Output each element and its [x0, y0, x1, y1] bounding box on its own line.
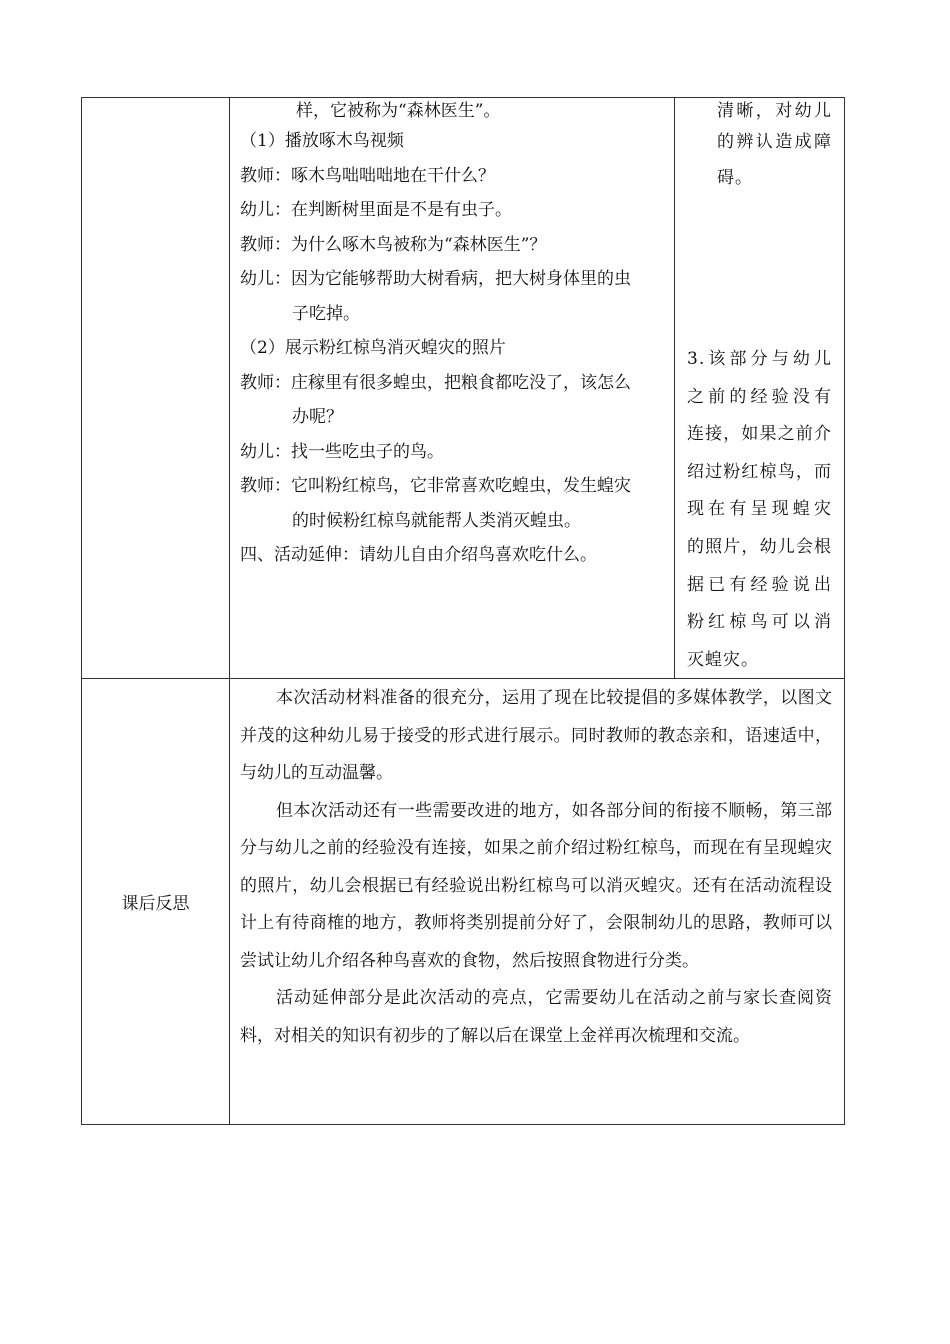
- reflection-paragraph: 活动延伸部分是此次活动的亮点，它需要幼儿在活动之前与家长查阅资料，对相关的知识有初步的了解以后在课堂上金祥再次梳理和交流。: [240, 988, 832, 1046]
- notes-cell: [675, 98, 845, 679]
- process-line: 教师：庄稼里有很多蝗虫，把粮食都吃没了，该怎么: [240, 372, 631, 393]
- note-line: 绍过粉红椋鸟，而: [687, 461, 832, 482]
- note-line: 粉红椋鸟可以消: [687, 612, 832, 633]
- note-line: 据已有经验说出: [687, 574, 832, 595]
- empty-label-cell: [82, 98, 230, 679]
- process-line: 的时候粉红椋鸟就能帮人类消灭蝗虫。: [292, 510, 581, 531]
- reflection-paragraph: 本次活动材料准备的很充分，运用了现在比较提倡的多媒体教学，以图文并茂的这种幼儿易于接受的形式进行展示。同时教师的教态亲和，语速适中，与幼儿的互动温馨。: [240, 688, 832, 783]
- note-line: 清晰，对幼儿: [717, 101, 832, 121]
- process-line: 教师：为什么啄木鸟被称为“森林医生”？: [240, 234, 547, 255]
- reflection-paragraph: 但本次活动还有一些需要改进的地方，如各部分间的衔接不顺畅，第三部分与幼儿之前的经验没有连接，如果之前介绍过粉红椋鸟，而现在有呈现蝗灾的照片，幼儿会根据已有经验说出粉红椋鸟可以消灭蝗灾。还有在活动流程设计上有待商榷的地方，教师将类别提前分好了，会限制幼儿的思路，教师可以尝试让幼儿介绍各种鸟喜欢的食物，然后按照食物进行分类。: [240, 800, 832, 971]
- process-cell: [230, 98, 675, 679]
- note-line: 3.该部分与幼儿: [687, 349, 832, 369]
- process-line: 幼儿：找一些吃虫子的鸟。: [240, 441, 444, 462]
- process-line: 教师：啄木鸟咄咄咄地在干什么？: [240, 165, 495, 186]
- process-row: [82, 98, 845, 679]
- process-line: （2）展示粉红椋鸟消灭蝗灾的照片: [240, 338, 506, 358]
- reflection-label: 课后反思: [82, 679, 230, 1125]
- process-line: 四、活动延伸：请幼儿自由介绍鸟喜欢吃什么。: [240, 545, 597, 565]
- process-line: 教师：它叫粉红椋鸟，它非常喜欢吃蝗虫，发生蝗灾: [240, 476, 631, 496]
- note-line: 碍。: [717, 168, 753, 188]
- note-line: 的照片，幼儿会根: [687, 536, 832, 557]
- process-line: 样，它被称为“森林医生”。: [296, 101, 501, 121]
- lesson-plan-table: [81, 97, 845, 1125]
- note-line: 之前的经验没有: [687, 386, 832, 407]
- process-line: （1）播放啄木鸟视频: [240, 131, 404, 151]
- reflection-row: [82, 679, 845, 1125]
- note-continued: [687, 98, 832, 196]
- process-line: 办呢？: [292, 407, 343, 427]
- note-line: 现在有呈现蝗灾: [687, 499, 832, 520]
- reflection-cell: [230, 679, 845, 1125]
- note-line: 连接，如果之前介: [687, 424, 832, 445]
- note-line: 的辨认造成障: [717, 132, 832, 152]
- note-three: [687, 341, 832, 679]
- process-line: 子吃掉。: [292, 303, 360, 324]
- note-line: 灭蝗灾。: [687, 649, 759, 670]
- process-line: 幼儿：因为它能够帮助大树看病，把大树身体里的虫: [240, 269, 631, 289]
- process-line: 幼儿：在判断树里面是不是有虫子。: [240, 200, 512, 220]
